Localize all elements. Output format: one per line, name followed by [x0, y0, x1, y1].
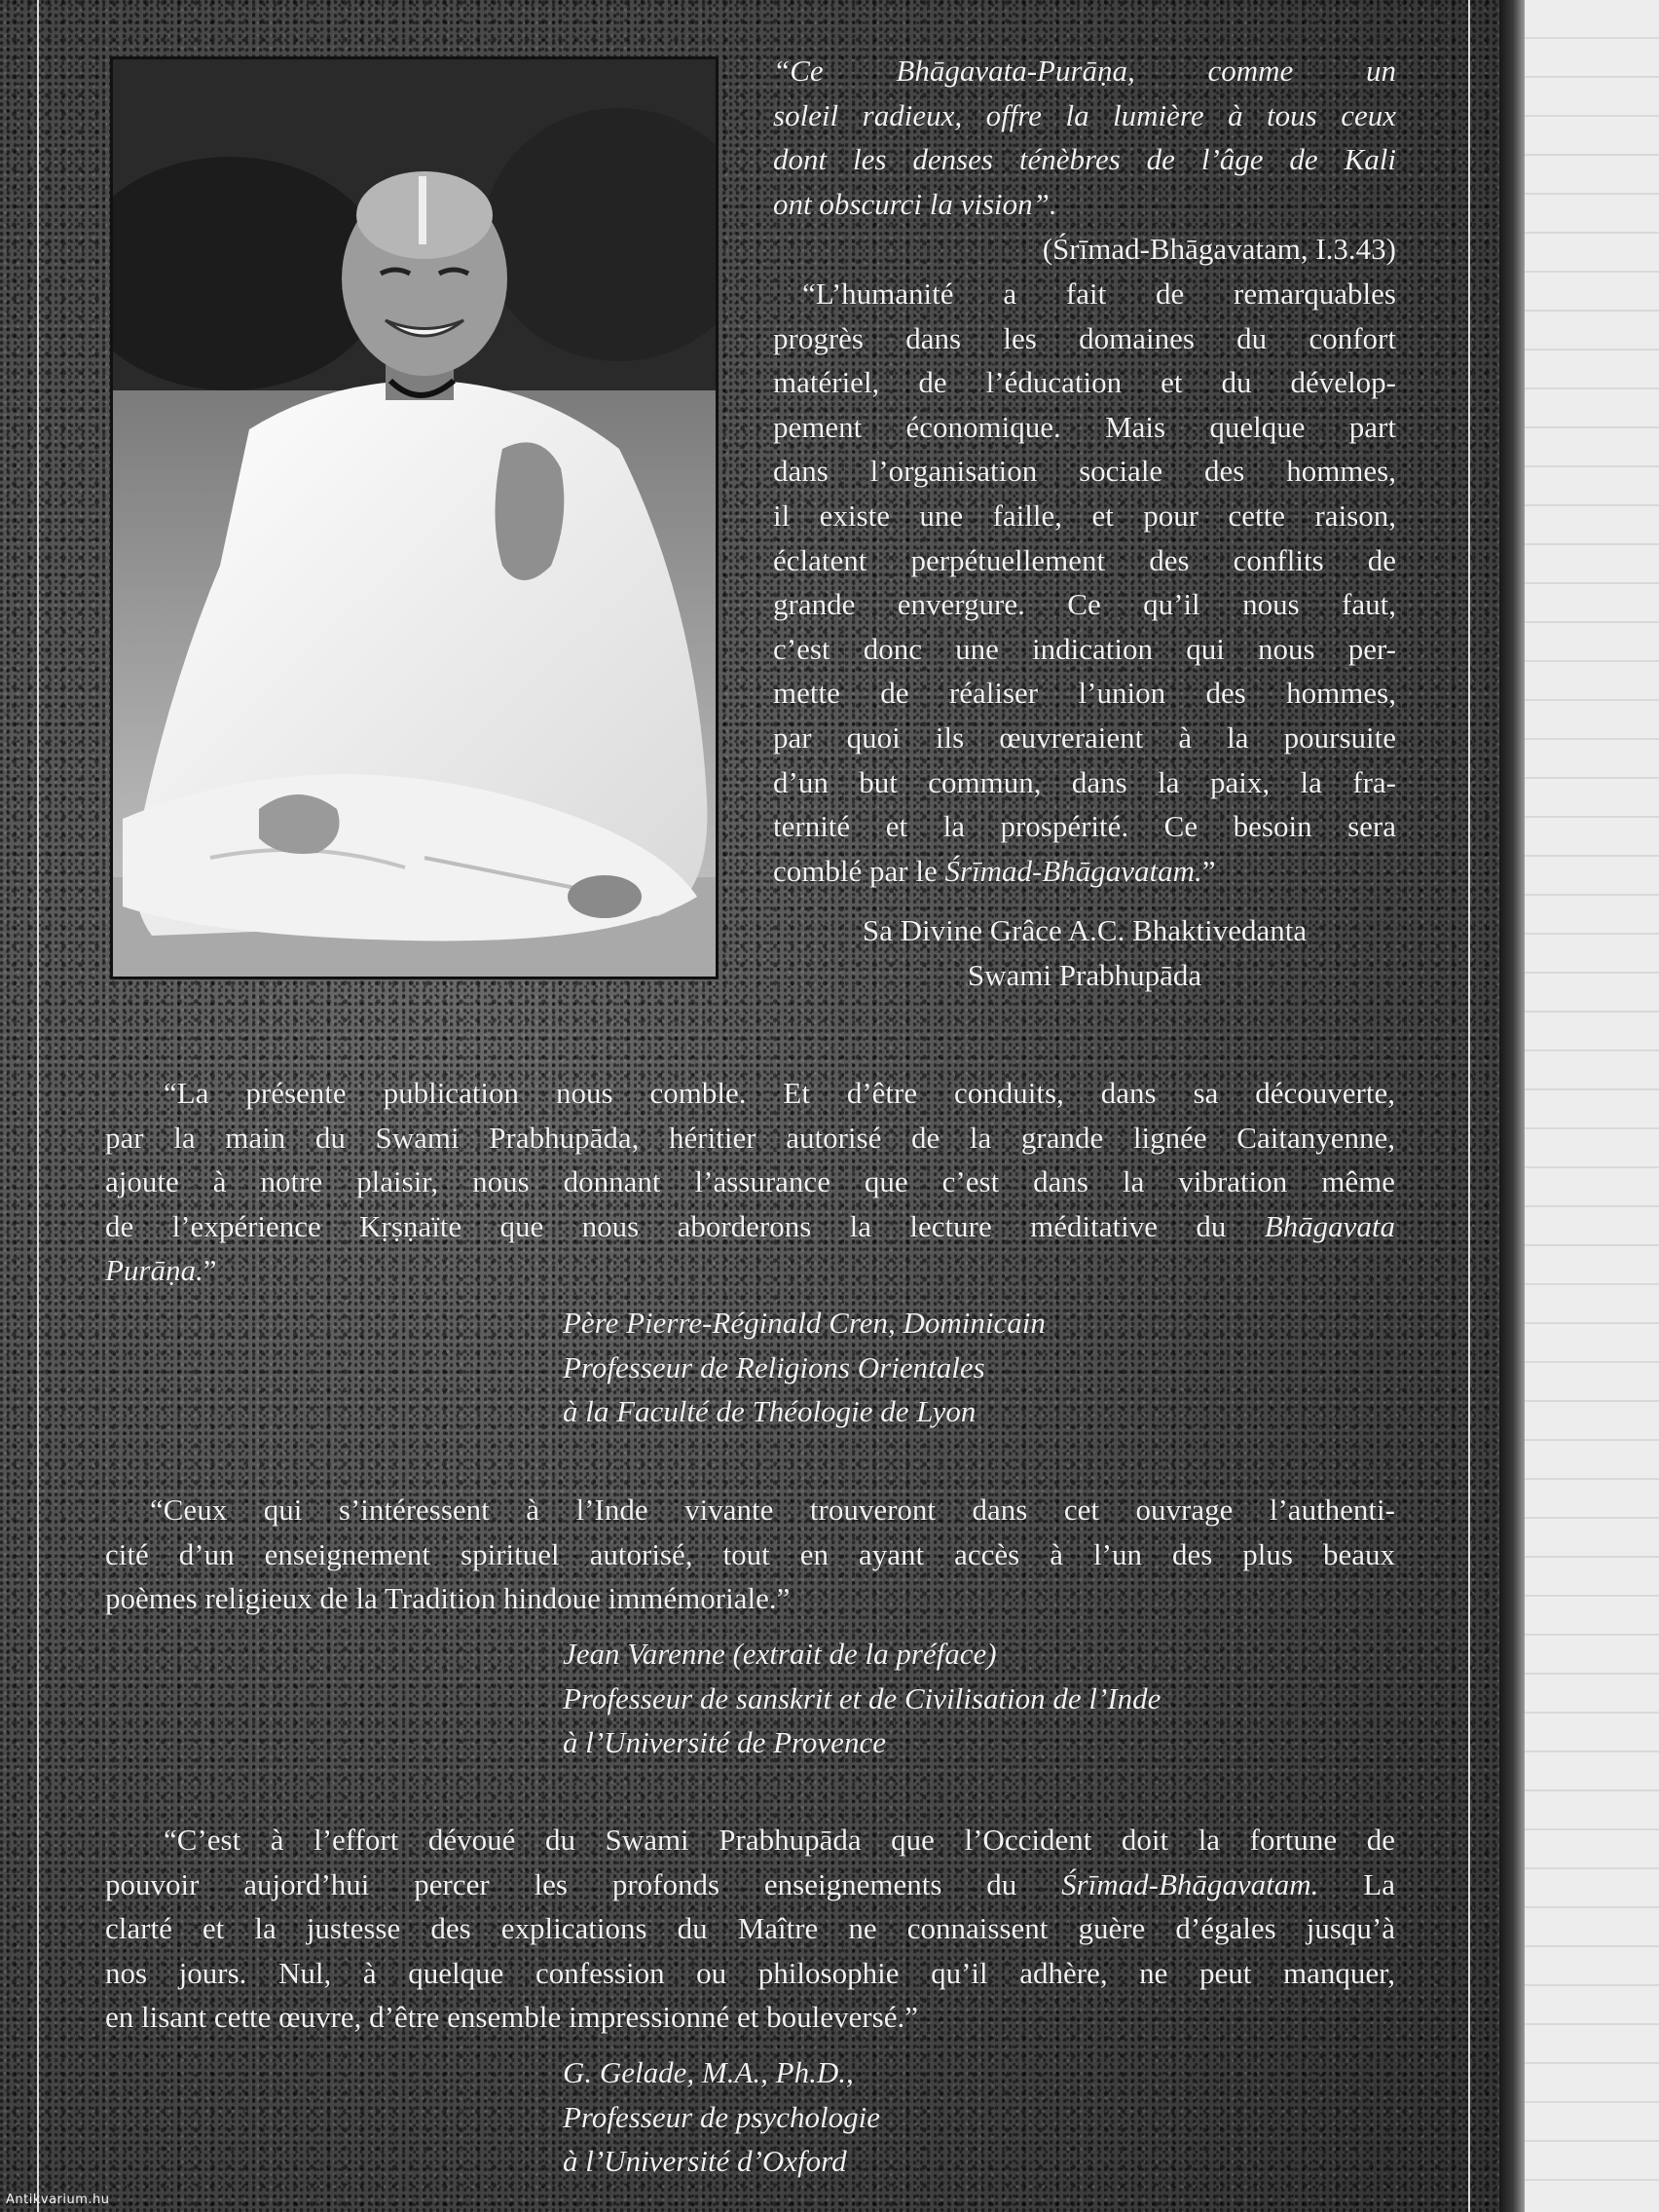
varenne-quote [105, 1488, 1395, 1621]
quote-line: “C’est à l’effort dévoué du Swami Prabhupāda que l’Occident doit la fortune de [164, 1823, 1395, 1857]
epigraph-line: “Ce Bhāgavata-Purāṇa, comme un [773, 54, 1396, 88]
attribution-line: Professeur de sanskrit et de Civilisation de l’Inde [563, 1680, 1161, 1715]
book-edge-shadow [1495, 0, 1525, 2212]
left-frame-line [37, 0, 39, 2212]
quote-line: ajoute à notre plaisir, nous donnant l’assurance que c’est dans la vibration même [105, 1164, 1395, 1199]
quote-line: mette de réaliser l’union des hommes, [773, 676, 1396, 711]
attribution-line: à la Faculté de Théologie de Lyon [563, 1394, 977, 1429]
cren-quote [105, 1071, 1395, 1293]
quote-line: poèmes religieux de la Tradition hindoue immémoriale.” [105, 1581, 791, 1616]
attribution-line: G. Gelade, M.A., Ph.D., [563, 2055, 854, 2089]
author-name-line: Sa Divine Grâce A.C. Bhaktivedanta [862, 913, 1308, 947]
quote-line: ternité et la prospérité. Ce besoin sera [773, 809, 1396, 844]
quote-line: “L’humanité a fait de remarquables [802, 276, 1396, 311]
quote-line: c’est donc une indication qui nous per- [773, 631, 1396, 666]
seated-figure-illustration [113, 59, 716, 977]
quote-line: matériel, de l’éducation et du dévelop- [773, 365, 1396, 400]
quote-line [105, 1862, 1395, 1907]
attribution-line: Professeur de Religions Orientales [563, 1349, 985, 1384]
prabhupada-quote [773, 272, 1396, 893]
quote-line: cité d’un enseignement spirituel autorisé, tout en ayant accès à l’un des plus beaux [105, 1536, 1395, 1571]
quote-line: éclatent perpétuellement des conflits de [773, 542, 1396, 577]
quote-line: par quoi ils œuvreraient à la poursuite [773, 719, 1396, 755]
quote-line: grande envergure. Ce qu’il nous faut, [773, 587, 1396, 622]
quote-line: “La présente publication nous comble. Et d’être conduits, dans sa découverte, [164, 1076, 1395, 1110]
quote-line: par la main du Swami Prabhupāda, héritier autorisé de la grande lignée Caitanyenne, [105, 1120, 1395, 1155]
author-name-line: Swami Prabhupāda [967, 957, 1202, 992]
book-title: Bhāgavata [1264, 1208, 1395, 1243]
quote-line: “Ceux qui s’intéressent à l’Inde vivante trouveront dans cet ouvrage l’authenti- [150, 1493, 1395, 1527]
quote-line: il existe une faille, et pour cette raison, [773, 498, 1396, 533]
attribution-line: Jean Varenne (extrait de la préface) [563, 1637, 997, 1671]
epigraph-line: ont obscurci la vision”. [773, 186, 1057, 221]
quote-line: dans l’organisation sociale des hommes, [773, 454, 1396, 489]
quote-line [105, 1248, 1395, 1293]
epigraph-quote [773, 49, 1396, 226]
prabhupada-attribution [773, 908, 1396, 997]
quote-line: d’un but commun, dans la paix, la fra- [773, 764, 1396, 799]
varenne-attribution [563, 1632, 1400, 1765]
quote-text: pouvoir aujord’hui percer les profonds enseignements du [105, 1866, 1062, 1901]
quote-close: ” [203, 1253, 217, 1288]
epigraph-source: (Śrīmad-Bhāgavatam, I.3.43) [1042, 232, 1396, 266]
attribution-line: à l’Université d’Oxford [563, 2144, 847, 2179]
quote-line: progrès dans les domaines du confort [773, 320, 1396, 355]
gelade-quote [105, 1818, 1395, 2040]
quote-close: ” [1201, 853, 1216, 888]
background-wall [1519, 0, 1659, 2212]
quote-line: clarté et la justesse des explications du Maître ne connaissent guère d’égales jusqu’à [105, 1911, 1395, 1946]
quote-line: en lisant cette œuvre, d’être ensemble impressionné et bouleversé.” [105, 2000, 918, 2035]
epigraph-line: dont les denses ténèbres de l’âge de Kali [773, 142, 1396, 177]
quote-text: La [1318, 1866, 1395, 1901]
right-frame-line [1468, 0, 1470, 2212]
epigraph-line: soleil radieux, offre la lumière à tous ceux [773, 97, 1396, 132]
gelade-attribution [563, 2050, 1400, 2184]
quote-text: de l’expérience Kṛṣṇaïte que nous aborderons la lecture méditative du [105, 1208, 1265, 1243]
watermark-text: Antikvarium.hu [6, 2193, 110, 2207]
quote-text: comblé par le [773, 853, 945, 888]
attribution-line: Père Pierre-Réginald Cren, Dominicain [563, 1306, 1046, 1340]
book-title: Purāṇa. [105, 1253, 203, 1288]
attribution-line: Professeur de psychologie [563, 2099, 880, 2134]
quote-line [105, 1204, 1395, 1249]
quote-line: pement économique. Mais quelque part [773, 409, 1396, 444]
cren-attribution [563, 1301, 1400, 1434]
book-title: Śrīmad-Bhāgavatam. [1061, 1866, 1319, 1901]
quote-line [773, 849, 1396, 894]
attribution-line: à l’Université de Provence [563, 1725, 886, 1760]
book-title: Śrīmad-Bhāgavatam. [944, 853, 1202, 888]
author-photograph [110, 56, 719, 979]
quote-line: nos jours. Nul, à quelque confession ou philosophie qu’il adhère, ne peut manquer, [105, 1955, 1395, 1990]
